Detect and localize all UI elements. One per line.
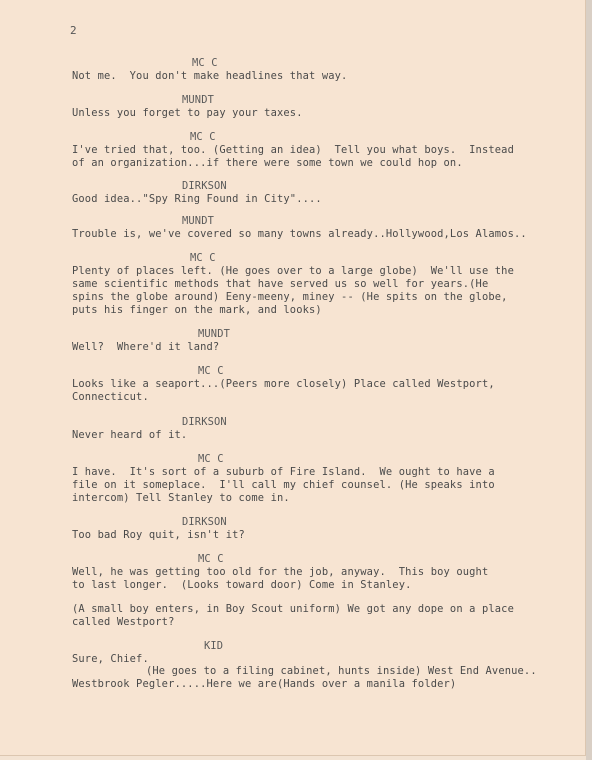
- dialogue-line: intercom) Tell Stanley to come in.: [72, 492, 290, 504]
- dialogue-line: of an organization...if there were some town we could hop on.: [72, 157, 463, 169]
- page-number: 2: [70, 24, 77, 37]
- speaker-name: MUNDT: [198, 328, 231, 340]
- dialogue-line: I've tried that, too. (Getting an idea) Tell you what boys. Instead: [72, 144, 514, 156]
- speaker-name: DIRKSON: [182, 416, 227, 428]
- stage-direction: (A small boy enters, in Boy Scout uniform) We got any dope on a place: [72, 603, 514, 615]
- speaker-name: KID: [204, 640, 224, 652]
- speaker-name: MC C: [198, 553, 224, 565]
- dialogue-line: Well, he was getting too old for the job, anyway. This boy ought: [72, 566, 489, 578]
- dialogue-line: I have. It's sort of a suburb of Fire Island. We ought to have a: [72, 466, 495, 478]
- dialogue-line: Sure, Chief.: [72, 653, 149, 665]
- dialogue-line: Unless you forget to pay your taxes.: [72, 107, 303, 119]
- speaker-name: MC C: [198, 365, 224, 377]
- dialogue-line: Too bad Roy quit, isn't it?: [72, 529, 245, 541]
- speaker-name: DIRKSON: [182, 180, 227, 192]
- dialogue-line: Trouble is, we've covered so many towns already..Hollywood,Los Alamos..: [72, 228, 527, 240]
- dialogue-line: to last longer. (Looks toward door) Come in Stanley.: [72, 579, 412, 591]
- scan-edge: [586, 0, 592, 760]
- dialogue-line: Good idea.."Spy Ring Found in City"....: [72, 193, 322, 205]
- speaker-name: MC C: [198, 453, 224, 465]
- stage-direction: called Westport?: [72, 616, 175, 628]
- dialogue-line: Plenty of places left. (He goes over to a large globe) We'll use the: [72, 265, 514, 277]
- speaker-name: DIRKSON: [182, 516, 227, 528]
- dialogue-line: Not me. You don't make headlines that way.: [72, 70, 348, 82]
- dialogue-line: Never heard of it.: [72, 429, 188, 441]
- dialogue-line: same scientific methods that have served us so well for years.(He: [72, 278, 489, 290]
- speaker-name: MC C: [192, 57, 218, 69]
- dialogue-line: file on it someplace. I'll call my chief counsel. (He speaks into: [72, 479, 495, 491]
- dialogue-line: Looks like a seaport...(Peers more closely) Place called Westport,: [72, 378, 495, 390]
- dialogue-line: Connecticut.: [72, 391, 149, 403]
- dialogue-line: spins the globe around) Eeny-meeny, miney -- (He spits on the globe,: [72, 291, 508, 303]
- dialogue-line: Well? Where'd it land?: [72, 341, 220, 353]
- speaker-name: MUNDT: [182, 94, 215, 106]
- dialogue-line: puts his finger on the mark, and looks): [72, 304, 322, 316]
- dialogue-line: Westbrook Pegler.....Here we are(Hands over a manila folder): [72, 678, 457, 690]
- dialogue-line: (He goes to a filing cabinet, hunts inside) West End Avenue..: [146, 665, 537, 677]
- speaker-name: MC C: [190, 252, 216, 264]
- speaker-name: MUNDT: [182, 215, 215, 227]
- speaker-name: MC C: [190, 131, 216, 143]
